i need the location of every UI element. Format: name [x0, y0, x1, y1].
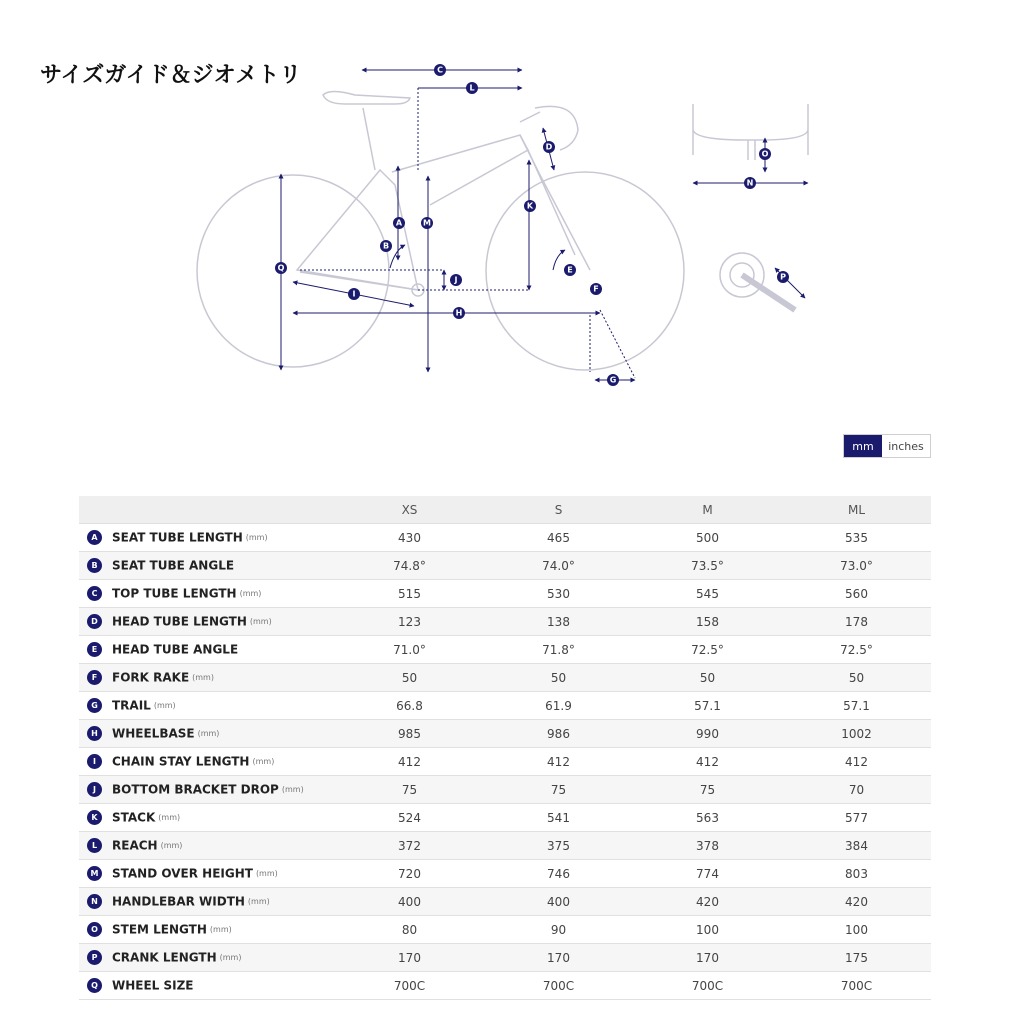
row-value: 50	[335, 664, 484, 692]
row-name: HEAD TUBE ANGLE	[112, 642, 239, 657]
svg-text:L: L	[469, 83, 475, 93]
table-row	[79, 664, 931, 692]
marker-H	[453, 307, 465, 319]
svg-text:O: O	[761, 149, 769, 159]
marker-G	[607, 374, 619, 386]
row-value: 170	[335, 944, 484, 972]
row-value: 175	[782, 944, 931, 972]
row-value: 375	[484, 832, 633, 860]
row-label	[79, 748, 335, 776]
unit-mm-button[interactable]: mm	[844, 435, 882, 457]
row-letter-badge: H	[87, 726, 102, 741]
row-unit: (mm)	[160, 841, 183, 850]
row-value: 420	[633, 888, 782, 916]
row-name: CHAIN STAY LENGTH	[112, 754, 250, 769]
row-value: 71.8°	[484, 636, 633, 664]
row-value: 75	[335, 776, 484, 804]
table-row	[79, 720, 931, 748]
unit-toggle	[843, 434, 931, 458]
row-value: 563	[633, 804, 782, 832]
svg-text:H: H	[455, 308, 463, 318]
row-value: 412	[484, 748, 633, 776]
bike-outline	[197, 92, 808, 371]
row-name: TRAIL	[112, 698, 151, 713]
row-value: 420	[782, 888, 931, 916]
row-value: 530	[484, 580, 633, 608]
row-value: 57.1	[633, 692, 782, 720]
row-letter-badge: G	[87, 698, 102, 713]
row-unit: (mm)	[281, 785, 304, 794]
marker-I	[348, 288, 360, 300]
row-letter-badge: M	[87, 866, 102, 881]
row-value: 700C	[782, 972, 931, 1000]
row-value: 75	[484, 776, 633, 804]
table-row	[79, 524, 931, 552]
svg-text:I: I	[352, 289, 356, 299]
row-unit: (mm)	[247, 897, 270, 906]
marker-D	[543, 141, 555, 153]
row-value: 990	[633, 720, 782, 748]
svg-text:M: M	[423, 218, 431, 228]
row-name: FORK RAKE	[112, 670, 190, 685]
row-value: 61.9	[484, 692, 633, 720]
row-letter-badge: F	[87, 670, 102, 685]
row-name: SEAT TUBE LENGTH	[112, 530, 243, 545]
marker-K	[524, 200, 536, 212]
row-value: 524	[335, 804, 484, 832]
table-header-row	[79, 496, 931, 524]
row-value: 465	[484, 524, 633, 552]
row-unit: (mm)	[255, 869, 278, 878]
row-label	[79, 972, 335, 1000]
row-value: 138	[484, 608, 633, 636]
table-row	[79, 552, 931, 580]
table-row	[79, 860, 931, 888]
svg-text:A: A	[395, 218, 403, 228]
row-label	[79, 888, 335, 916]
svg-text:Q: Q	[277, 263, 285, 273]
row-name: STAND OVER HEIGHT	[112, 866, 253, 881]
row-value: 74.0°	[484, 552, 633, 580]
row-label	[79, 608, 335, 636]
row-unit: (mm)	[249, 617, 272, 626]
row-value: 75	[633, 776, 782, 804]
row-unit: (mm)	[209, 925, 232, 934]
row-unit: (mm)	[239, 589, 262, 598]
row-value: 72.5°	[633, 636, 782, 664]
row-value: 123	[335, 608, 484, 636]
marker-F	[590, 283, 602, 295]
marker-N	[744, 177, 756, 189]
row-name: WHEEL SIZE	[112, 978, 194, 993]
row-value: 73.0°	[782, 552, 931, 580]
row-value: 80	[335, 916, 484, 944]
row-value: 72.5°	[782, 636, 931, 664]
row-value: 372	[335, 832, 484, 860]
row-name: HANDLEBAR WIDTH	[112, 894, 245, 909]
table-row	[79, 692, 931, 720]
row-name: STEM LENGTH	[112, 922, 207, 937]
row-unit: (mm)	[245, 533, 268, 542]
row-label	[79, 860, 335, 888]
svg-text:D: D	[545, 142, 553, 152]
svg-text:K: K	[526, 201, 534, 211]
row-value: 746	[484, 860, 633, 888]
row-unit: (mm)	[192, 673, 214, 682]
row-value: 541	[484, 804, 633, 832]
table-row	[79, 944, 931, 972]
row-value: 986	[484, 720, 633, 748]
row-value: 535	[782, 524, 931, 552]
row-name: STACK	[112, 810, 156, 825]
marker-O	[759, 148, 771, 160]
svg-text:E: E	[567, 265, 573, 275]
marker-L	[466, 82, 478, 94]
row-value: 412	[335, 748, 484, 776]
row-letter-badge: C	[87, 586, 102, 601]
svg-text:B: B	[382, 241, 390, 251]
row-label	[79, 832, 335, 860]
page-title: サイズガイド＆ジオメトリ	[40, 63, 302, 88]
svg-text:C: C	[437, 65, 443, 75]
table-row	[79, 748, 931, 776]
row-label	[79, 916, 335, 944]
table-row	[79, 804, 931, 832]
row-label	[79, 944, 335, 972]
header-size-ml: ML	[782, 496, 931, 524]
row-value: 74.8°	[335, 552, 484, 580]
row-value: 500	[633, 524, 782, 552]
row-letter-badge: J	[87, 782, 102, 797]
row-letter-badge: I	[87, 754, 102, 769]
table-row	[79, 888, 931, 916]
marker-M	[421, 217, 433, 229]
row-label	[79, 524, 335, 552]
row-value: 412	[633, 748, 782, 776]
svg-text:N: N	[746, 178, 754, 188]
row-name: TOP TUBE LENGTH	[112, 586, 237, 601]
row-value: 545	[633, 580, 782, 608]
bike-geometry-diagram	[0, 0, 1010, 430]
marker-Q	[275, 262, 287, 274]
row-value: 50	[484, 664, 633, 692]
svg-text:G: G	[609, 375, 617, 385]
row-label	[79, 776, 335, 804]
row-value: 774	[633, 860, 782, 888]
row-value: 560	[782, 580, 931, 608]
row-value: 50	[633, 664, 782, 692]
row-unit: (mm)	[158, 813, 181, 822]
marker-J	[450, 274, 462, 286]
row-value: 158	[633, 608, 782, 636]
row-value: 720	[335, 860, 484, 888]
table-row	[79, 608, 931, 636]
row-value: 50	[782, 664, 931, 692]
row-value: 170	[633, 944, 782, 972]
header-size-xs: XS	[335, 496, 484, 524]
header-size-m: M	[633, 496, 782, 524]
row-letter-badge: B	[87, 558, 102, 573]
table-row	[79, 776, 931, 804]
row-value: 700C	[484, 972, 633, 1000]
table-row	[79, 580, 931, 608]
row-letter-badge: N	[87, 894, 102, 909]
row-value: 100	[782, 916, 931, 944]
row-value: 430	[335, 524, 484, 552]
header-label-col	[79, 496, 335, 524]
row-value: 71.0°	[335, 636, 484, 664]
unit-inches-button[interactable]: inches	[882, 435, 930, 457]
row-label	[79, 580, 335, 608]
row-label	[79, 552, 335, 580]
row-value: 1002	[782, 720, 931, 748]
row-value: 100	[633, 916, 782, 944]
row-letter-badge: A	[87, 530, 102, 545]
table-row	[79, 636, 931, 664]
dimension-lines	[281, 70, 808, 380]
row-value: 384	[782, 832, 931, 860]
row-unit: (mm)	[153, 701, 176, 710]
row-value: 170	[484, 944, 633, 972]
row-value: 515	[335, 580, 484, 608]
row-value: 400	[335, 888, 484, 916]
svg-text:P: P	[780, 272, 786, 282]
table-row	[79, 916, 931, 944]
row-value: 73.5°	[633, 552, 782, 580]
marker-A	[393, 217, 405, 229]
row-value: 577	[782, 804, 931, 832]
row-letter-badge: D	[87, 614, 102, 629]
row-name: REACH	[112, 838, 158, 853]
row-label	[79, 664, 335, 692]
row-value: 700C	[335, 972, 484, 1000]
row-letter-badge: E	[87, 642, 102, 657]
row-unit: (mm)	[197, 729, 220, 738]
row-label	[79, 804, 335, 832]
row-letter-badge: K	[87, 810, 102, 825]
row-value: 803	[782, 860, 931, 888]
row-value: 985	[335, 720, 484, 748]
row-name: WHEELBASE	[112, 726, 195, 741]
row-label	[79, 720, 335, 748]
row-value: 57.1	[782, 692, 931, 720]
marker-E	[564, 264, 576, 276]
table-row	[79, 832, 931, 860]
row-value: 700C	[633, 972, 782, 1000]
row-value: 178	[782, 608, 931, 636]
table-row	[79, 972, 931, 1000]
marker-P	[777, 271, 789, 283]
row-name: SEAT TUBE ANGLE	[112, 558, 235, 573]
row-name: BOTTOM BRACKET DROP	[112, 782, 279, 797]
row-letter-badge: P	[87, 950, 102, 965]
row-label	[79, 692, 335, 720]
svg-text:F: F	[593, 284, 599, 294]
row-unit: (mm)	[252, 757, 275, 766]
row-unit: (mm)	[219, 953, 242, 962]
marker-B	[380, 240, 392, 252]
row-value: 90	[484, 916, 633, 944]
table-body	[79, 524, 931, 1000]
row-value: 400	[484, 888, 633, 916]
row-value: 378	[633, 832, 782, 860]
header-size-s: S	[484, 496, 633, 524]
row-value: 70	[782, 776, 931, 804]
row-name: CRANK LENGTH	[112, 950, 217, 965]
row-letter-badge: Q	[87, 978, 102, 993]
row-letter-badge: O	[87, 922, 102, 937]
row-label	[79, 636, 335, 664]
row-letter-badge: L	[87, 838, 102, 853]
row-value: 412	[782, 748, 931, 776]
svg-text:J: J	[454, 275, 458, 285]
row-name: HEAD TUBE LENGTH	[112, 614, 247, 629]
geometry-table	[79, 496, 931, 1000]
row-value: 66.8	[335, 692, 484, 720]
marker-C	[434, 64, 446, 76]
